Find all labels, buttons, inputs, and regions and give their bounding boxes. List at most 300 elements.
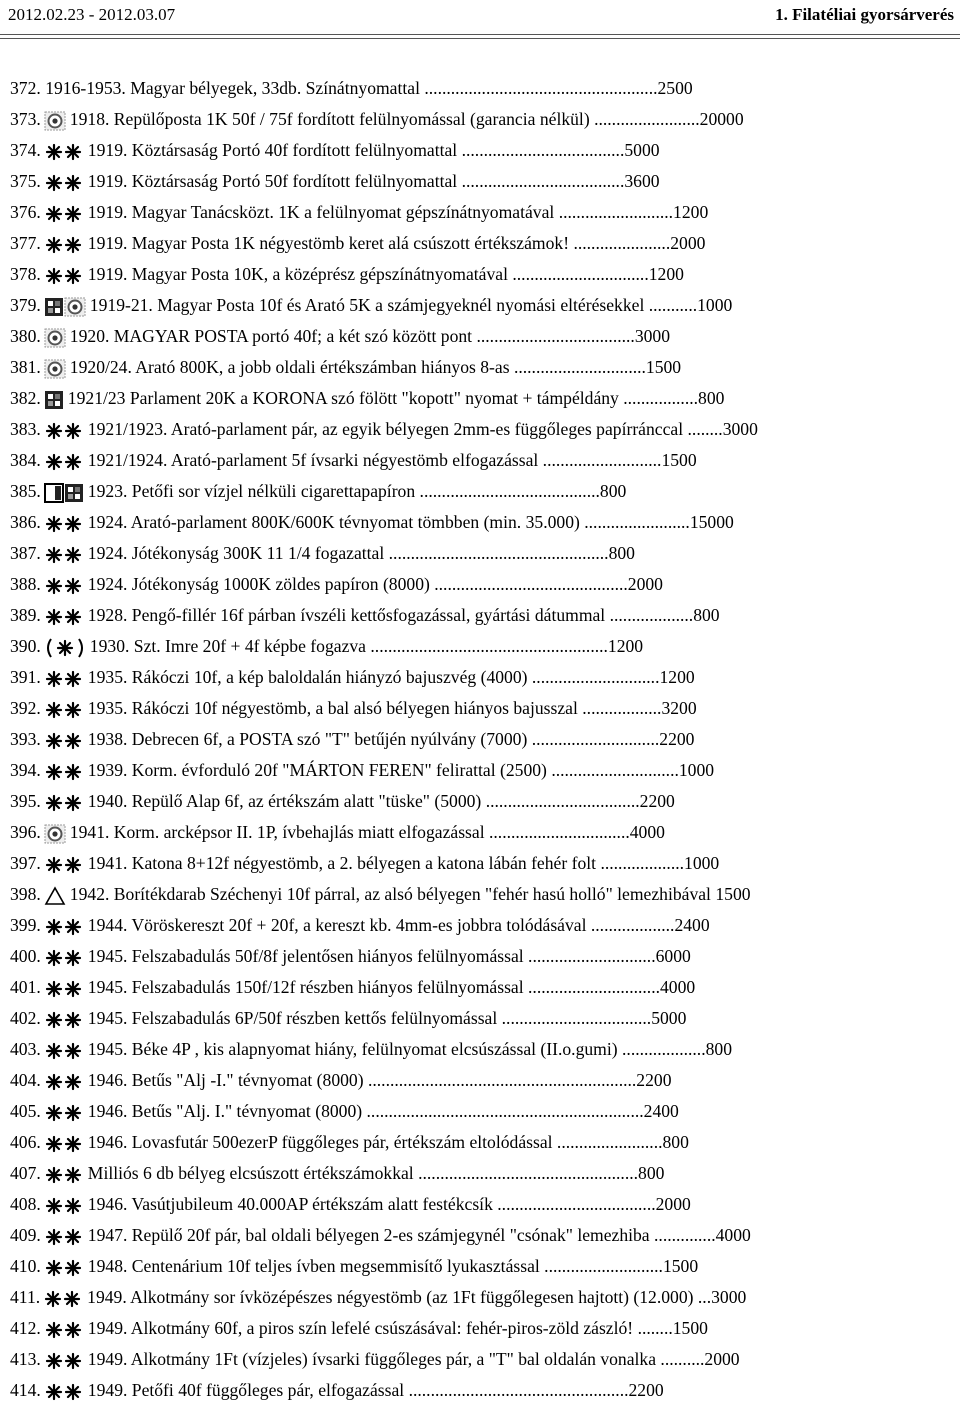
- header-divider: [0, 34, 960, 35]
- lot-row: [0, 505, 960, 536]
- starting-price: 1200: [673, 202, 709, 222]
- starting-price: 1500: [672, 1318, 708, 1338]
- condition-icons: [44, 793, 84, 813]
- leader-dots: ....................................: [497, 1194, 656, 1214]
- lot-row: [0, 1373, 960, 1404]
- lot-number: 412.: [10, 1318, 41, 1338]
- condition-icons: [44, 328, 66, 348]
- starting-price: 3200: [661, 698, 697, 718]
- lot-row: [0, 102, 960, 133]
- leader-dots: ..............................: [528, 977, 660, 997]
- condition-icons: [44, 886, 66, 906]
- lot-description: 1930. Szt. Imre 20f + 4f képbe fogazva: [89, 636, 371, 656]
- lot-number: 396.: [10, 822, 41, 842]
- condition-icons: [44, 173, 84, 193]
- double-star-icon: [44, 980, 84, 998]
- lot-row: [0, 1032, 960, 1063]
- leader-dots: ...................: [590, 915, 675, 935]
- lot-number: 374.: [10, 140, 41, 160]
- condition-icons: [44, 359, 66, 379]
- lot-number: 409.: [10, 1225, 41, 1245]
- lot-row: [0, 536, 960, 567]
- condition-icons: [44, 855, 84, 875]
- condition-icons: [44, 514, 84, 534]
- starting-price: 6000: [655, 946, 691, 966]
- lot-description: 1948. Centenárium 10f teljes ívben megsemmisítő lyukasztással: [87, 1256, 545, 1276]
- double-star-icon: [44, 794, 84, 812]
- lot-row: [0, 133, 960, 164]
- double-star-icon: [44, 577, 84, 595]
- starting-price: 2000: [704, 1349, 740, 1369]
- starting-price: 5000: [651, 1008, 687, 1028]
- condition-icons: [44, 762, 84, 782]
- condition-icons: [44, 1196, 84, 1216]
- starting-price: 800: [705, 1039, 732, 1059]
- lot-row: [0, 288, 960, 319]
- lot-number: 375.: [10, 171, 41, 191]
- condition-icons: [44, 824, 66, 844]
- lot-row: [0, 970, 960, 1001]
- leader-dots: ...................: [622, 1039, 706, 1059]
- starting-price: 3000: [722, 419, 758, 439]
- condition-icons: [44, 576, 84, 596]
- condition-icons: [44, 669, 84, 689]
- lot-description: 1919-21. Magyar Posta 10f és Arató 5K a számjegyeknél nyomási eltérésekkel: [89, 295, 649, 315]
- leader-dots: .........................................: [419, 481, 600, 501]
- leader-dots: ..................................................: [418, 1163, 639, 1183]
- lot-row: [0, 443, 960, 474]
- starting-price: 2200: [659, 729, 695, 749]
- starting-price: 20000: [699, 109, 744, 129]
- double-star-icon: [44, 1011, 84, 1029]
- double-star-icon: [44, 1104, 84, 1122]
- starting-price: 1200: [607, 636, 644, 656]
- lot-number: 386.: [10, 512, 41, 532]
- lot-row: [0, 71, 960, 102]
- double-star-icon: [44, 1321, 84, 1339]
- leader-dots: ...........: [648, 295, 698, 315]
- lot-description: 1924. Jótékonyság 1000K zöldes papíron (8000): [87, 574, 435, 594]
- double-star-icon: [44, 1383, 84, 1401]
- double-star-icon: [44, 1352, 84, 1370]
- double-star-icon: [44, 918, 84, 936]
- condition-icons: [44, 1165, 84, 1185]
- lot-row: [0, 567, 960, 598]
- double-star-icon: [44, 763, 84, 781]
- condition-icons: [44, 421, 84, 441]
- starting-price: 1200: [648, 264, 684, 284]
- leader-dots: ...: [697, 1287, 712, 1307]
- lot-description: 1946. Vasútjubileum 40.000AP értékszám alatt festékcsík: [87, 1194, 498, 1214]
- lot-number: 398.: [10, 884, 41, 904]
- lot-row: [0, 1311, 960, 1342]
- lot-description: 1941. Katona 8+12f négyestömb, a 2. bélyegen a katona lábán fehér folt: [87, 853, 601, 873]
- condition-icons: [44, 1010, 84, 1030]
- starting-price: 2400: [674, 915, 710, 935]
- page-header: [0, 0, 960, 27]
- lot-description: 1944. Vöröskereszt 20f + 20f, a kereszt kb. 4mm-es jobbra tolódásával: [87, 915, 591, 935]
- condition-icons: [44, 731, 84, 751]
- starting-price: 3000: [711, 1287, 747, 1307]
- condition-icons: [44, 948, 84, 968]
- lot-description: 1920/24. Arató 800K, a jobb oldali értékszámban hiányos 8-as: [69, 357, 514, 377]
- lot-description: 1938. Debrecen 6f, a POSTA szó "T" betűjén nyúlvány (7000): [87, 729, 532, 749]
- double-star-icon: [44, 1228, 84, 1246]
- starting-price: 1500: [662, 1256, 699, 1276]
- lot-number: 389.: [10, 605, 41, 625]
- condition-icons: [44, 1227, 84, 1247]
- lot-row: [0, 660, 960, 691]
- condition-icons: [44, 297, 86, 317]
- leader-dots: ......................: [573, 233, 671, 253]
- lot-description: 1945. Béke 4P , kis alapnyomat hiány, felülnyomat elcsúszással (II.o.gumi): [87, 1039, 623, 1059]
- lot-number: 380.: [10, 326, 41, 346]
- condition-icons: [44, 979, 84, 999]
- lot-description: Milliós 6 db bélyeg elcsúszott értékszámokkal: [87, 1163, 419, 1183]
- lot-number: 382.: [10, 388, 41, 408]
- lot-number: 401.: [10, 977, 41, 997]
- lot-row: [0, 1249, 960, 1280]
- double-star-icon: [44, 205, 84, 223]
- double-star-icon: [44, 949, 84, 967]
- lot-number: 407.: [10, 1163, 41, 1183]
- leader-dots: ........................: [594, 109, 700, 129]
- leader-dots: ...........................: [544, 1256, 663, 1276]
- lot-description: 1919. Magyar Posta 1K négyestömb keret alá csúszott értékszámok!: [87, 233, 574, 253]
- starting-price: 2000: [670, 233, 706, 253]
- section-title: 1. Filatéliai gyorsárverés: [775, 5, 954, 24]
- lot-row: [0, 939, 960, 970]
- starting-price: 2200: [628, 1380, 664, 1400]
- leader-dots: ....................................: [476, 326, 635, 346]
- lot-description: 1945. Felszabadulás 50f/8f jelentősen hiányos felülnyomással: [87, 946, 529, 966]
- leader-dots: .............................................................: [367, 1070, 637, 1090]
- leader-dots: ........................: [556, 1132, 663, 1152]
- condition-icons: [44, 1351, 84, 1371]
- condition-icons: [44, 1382, 84, 1402]
- double-star-icon: [44, 236, 84, 254]
- lot-description: 1942. Borítékdarab Széchenyi 10f párral, az alsó bélyegen "fehér hasú holló" lemezhibával: [69, 884, 716, 904]
- lot-description: 1923. Petőfi sor vízjel nélküli cigarettapapíron: [87, 481, 420, 501]
- condition-icons: [44, 1134, 84, 1154]
- condition-icons: [44, 483, 84, 503]
- double-star-icon: [44, 174, 84, 192]
- double-star-icon: [44, 1042, 84, 1060]
- double-star-icon: [44, 732, 84, 750]
- starting-price: 1500: [715, 884, 751, 904]
- lot-list: [0, 71, 960, 1404]
- leader-dots: ..................................: [501, 1008, 652, 1028]
- leader-dots: ...............................: [512, 264, 649, 284]
- lot-description: 1941. Korm. arcképsor II. 1P, ívbehajlás miatt elfogazással: [69, 822, 489, 842]
- condition-icons: [44, 545, 84, 565]
- lot-description: 1919. Magyar Posta 10K, a középrész gépszínátnyomatával: [87, 264, 513, 284]
- leader-dots: .............................: [531, 667, 660, 687]
- lot-row: [0, 877, 960, 908]
- starting-price: 800: [693, 605, 720, 625]
- lot-number: 406.: [10, 1132, 41, 1152]
- condition-icons: [44, 1258, 84, 1278]
- date-range: 2012.02.23 - 2012.03.07: [8, 5, 176, 24]
- leader-dots: ..............: [654, 1225, 716, 1245]
- starting-price: 1200: [659, 667, 695, 687]
- lot-number: 393.: [10, 729, 41, 749]
- leader-dots: ...................: [609, 605, 694, 625]
- lot-row: [0, 846, 960, 877]
- lot-number: 392.: [10, 698, 41, 718]
- double-star-icon: [44, 1135, 84, 1153]
- lot-description: 1935. Rákóczi 10f négyestömb, a bal alsó bélyegen hiányos bajusszal: [87, 698, 583, 718]
- condition-icons: [44, 1072, 84, 1092]
- lot-row: [0, 257, 960, 288]
- lot-row: [0, 1187, 960, 1218]
- lot-number: 399.: [10, 915, 41, 935]
- lot-row: [0, 1342, 960, 1373]
- lot-description: 1921/23 Parlament 20K a KORONA szó fölött "kopott" nyomat + támpéldány: [67, 388, 624, 408]
- starting-price: 3600: [624, 171, 660, 191]
- lot-number: 387.: [10, 543, 41, 563]
- lot-number: 373.: [10, 109, 41, 129]
- lot-number: 377.: [10, 233, 41, 253]
- lot-description: 1939. Korm. évforduló 20f "MÁRTON FEREN" felirattal (2500): [87, 760, 552, 780]
- lot-description: 1949. Petőfi 40f függőleges pár, elfogazással: [87, 1380, 409, 1400]
- leader-dots: ...........................: [542, 450, 662, 470]
- lot-row: [0, 1280, 960, 1311]
- lot-description: 1921/1923. Arató-parlament pár, az egyik bélyegen 2mm-es függőleges papírránccal: [87, 419, 688, 439]
- lot-row: [0, 1094, 960, 1125]
- lot-description: 1928. Pengő-fillér 16f párban ívszéli kettősfogazással, gyártási dátummal: [87, 605, 610, 625]
- lot-description: 1921/1924. Arató-parlament 5f ívsarki négyestömb elfogazással: [87, 450, 543, 470]
- lot-number: 405.: [10, 1101, 41, 1121]
- double-star-icon: [44, 515, 84, 533]
- lot-number: 381.: [10, 357, 41, 377]
- starting-price: 2000: [655, 1194, 691, 1214]
- double-star-icon: [44, 267, 84, 285]
- condition-icons: [44, 204, 84, 224]
- lot-number: 376.: [10, 202, 41, 222]
- double-star-icon: [44, 856, 84, 874]
- cover-icon: [44, 297, 64, 317]
- lot-description: 1947. Repülő 20f pár, bal oldali bélyegen 2-es számjegynél "csónak" lemezhiba: [87, 1225, 655, 1245]
- condition-icons: [44, 266, 84, 286]
- starting-price: 1500: [645, 357, 682, 377]
- lot-description: 1946. Betűs "Alj. I." tévnyomat (8000): [87, 1101, 367, 1121]
- leader-dots: ................................: [489, 822, 630, 842]
- used-stamp-icon: [64, 297, 86, 317]
- starting-price: 1000: [697, 295, 733, 315]
- leader-dots: ...................................: [485, 791, 640, 811]
- lot-number: 379.: [10, 295, 41, 315]
- leader-dots: ........: [687, 419, 723, 439]
- lot-row: [0, 908, 960, 939]
- starting-price: 2200: [636, 1070, 672, 1090]
- condition-icons: [43, 1289, 83, 1309]
- starting-price: 3000: [634, 326, 670, 346]
- leader-dots: ...................: [600, 853, 685, 873]
- lot-row: [0, 474, 960, 505]
- double-star-icon: [44, 1197, 84, 1215]
- leader-dots: .............................: [531, 729, 660, 749]
- leader-dots: ............................................: [434, 574, 628, 594]
- lot-number: 395.: [10, 791, 41, 811]
- condition-icons: [44, 638, 86, 658]
- starting-price: 4000: [629, 822, 665, 842]
- lot-description: 1920. MAGYAR POSTA portó 40f; a két szó között pont: [69, 326, 477, 346]
- lot-row: [0, 784, 960, 815]
- lot-number: 404.: [10, 1070, 41, 1090]
- lot-number: 384.: [10, 450, 41, 470]
- lot-description: 1919. Magyar Tanácsközt. 1K a felülnyomat gépszínátnyomatával: [87, 202, 559, 222]
- lot-description: 1945. Felszabadulás 150f/12f részben hiányos felülnyomással: [87, 977, 529, 997]
- starting-price: 1000: [684, 853, 720, 873]
- lot-number: 403.: [10, 1039, 41, 1059]
- used-stamp-icon: [44, 824, 66, 844]
- lot-row: [0, 629, 960, 660]
- lot-row: [0, 691, 960, 722]
- condition-icons: [44, 111, 66, 131]
- lot-number: 390.: [10, 636, 41, 656]
- used-stamp-icon: [44, 359, 66, 379]
- leader-dots: ..................................................: [408, 1380, 629, 1400]
- leader-dots: ........................: [584, 512, 690, 532]
- lot-description: 1945. Felszabadulás 6P/50f részben kettős felülnyomással: [87, 1008, 502, 1028]
- double-star-icon: [44, 608, 84, 626]
- lot-number: 414.: [10, 1380, 41, 1400]
- leader-dots: .....................................................: [424, 78, 658, 98]
- lot-number: 394.: [10, 760, 41, 780]
- leader-dots: ......................................................: [370, 636, 608, 656]
- starting-price: 15000: [689, 512, 734, 532]
- leader-dots: ...............................................................: [366, 1101, 644, 1121]
- lot-number: 413.: [10, 1349, 41, 1369]
- leader-dots: .............................: [528, 946, 656, 966]
- leader-dots: ..................................................: [388, 543, 609, 563]
- lot-row: [0, 381, 960, 412]
- double-star-icon: [44, 546, 84, 564]
- condition-icons: [44, 142, 84, 162]
- starting-price: 800: [638, 1163, 665, 1183]
- used-stamp-icon: [44, 111, 66, 131]
- lot-row: [0, 1125, 960, 1156]
- lot-row: [0, 319, 960, 350]
- starting-price: 2400: [643, 1101, 679, 1121]
- leader-dots: ..........: [660, 1349, 705, 1369]
- condition-icons: [44, 390, 64, 410]
- lot-description: 1918. Repülőposta 1K 50f / 75f fordított felülnyomással (garancia nélkül): [69, 109, 595, 129]
- starting-price: 2000: [627, 574, 663, 594]
- double-star-icon: [44, 1073, 84, 1091]
- lot-number: 410.: [10, 1256, 41, 1276]
- lot-number: 372.: [10, 78, 41, 98]
- lot-row: [0, 722, 960, 753]
- leader-dots: .................: [623, 388, 699, 408]
- lot-row: [0, 815, 960, 846]
- lot-number: 408.: [10, 1194, 41, 1214]
- starting-price: 5000: [624, 140, 660, 160]
- lot-number: 383.: [10, 419, 41, 439]
- cutout-icon: [44, 483, 64, 503]
- double-star-icon: [43, 1290, 83, 1308]
- condition-icons: [44, 1041, 84, 1061]
- lot-row: [0, 1001, 960, 1032]
- header-divider-secondary: [0, 38, 960, 39]
- lot-number: 402.: [10, 1008, 41, 1028]
- starting-price: 800: [599, 481, 627, 501]
- lot-description: 1919. Köztársaság Portó 40f fordított felülnyomattal: [87, 140, 462, 160]
- lot-number: 411.: [10, 1287, 41, 1307]
- double-star-icon: [44, 670, 84, 688]
- lot-number: 400.: [10, 946, 41, 966]
- leader-dots: .....................................: [461, 140, 625, 160]
- condition-icons: [44, 1320, 84, 1340]
- used-stamp-icon: [44, 328, 66, 348]
- lot-row: [0, 753, 960, 784]
- lot-row: [0, 350, 960, 381]
- lot-description: 1935. Rákóczi 10f, a kép baloldalán hiányzó bajuszvég (4000): [87, 667, 532, 687]
- lot-number: 388.: [10, 574, 41, 594]
- lot-row: [0, 412, 960, 443]
- double-star-icon: [44, 143, 84, 161]
- condition-icons: [44, 1103, 84, 1123]
- lot-description: 1924. Arató-parlament 800K/600K tévnyomat tömbben (min. 35.000): [87, 512, 585, 532]
- starting-price: 4000: [715, 1225, 751, 1245]
- starting-price: 800: [662, 1132, 689, 1152]
- lot-description: 1949. Alkotmány 60f, a piros szín lefelé csúszásával: fehér-piros-zöld zászló!: [87, 1318, 638, 1338]
- double-star-icon: [44, 1166, 84, 1184]
- leader-dots: ........: [637, 1318, 673, 1338]
- starting-price: 800: [608, 543, 635, 563]
- double-star-icon: [44, 422, 84, 440]
- cover-icon: [64, 483, 84, 503]
- condition-icons: [44, 235, 84, 255]
- lot-description: 1924. Jótékonyság 300K 11 1/4 fogazattal: [87, 543, 389, 563]
- lot-description: 1946. Lovasfutár 500ezerP függőleges pár, értékszám eltolódással: [87, 1132, 557, 1152]
- lot-row: [0, 598, 960, 629]
- starting-price: 1500: [661, 450, 697, 470]
- double-star-icon: [44, 701, 84, 719]
- condition-icons: [44, 452, 84, 472]
- lot-number: 397.: [10, 853, 41, 873]
- lot-row: [0, 1218, 960, 1249]
- condition-icons: [44, 917, 84, 937]
- lot-description: 1946. Betűs "Alj -I." tévnyomat (8000): [87, 1070, 368, 1090]
- condition-icons: [44, 700, 84, 720]
- lot-description: 1949. Alkotmány 1Ft (vízjeles) ívsarki függőleges pár, a "T" bal oldalán vonalka: [87, 1349, 661, 1369]
- lot-row: [0, 226, 960, 257]
- lot-number: 378.: [10, 264, 41, 284]
- starting-price: 2200: [639, 791, 675, 811]
- starting-price: 800: [698, 388, 725, 408]
- lot-description: 1919. Köztársaság Portó 50f fordított felülnyomattal: [87, 171, 462, 191]
- lot-description: 1916-1953. Magyar bélyegek, 33db. Színátnyomattal: [45, 78, 425, 98]
- lot-number: 391.: [10, 667, 41, 687]
- triangle-icon: [44, 886, 66, 906]
- condition-icons: [44, 607, 84, 627]
- hinged-star-icon: [44, 637, 86, 659]
- leader-dots: .....................................: [461, 171, 625, 191]
- lot-row: [0, 1063, 960, 1094]
- lot-row: [0, 195, 960, 226]
- lot-description: 1949. Alkotmány sor ívközépészes négyestömb (az 1Ft függőlegesen hajtott) (12.000): [87, 1287, 698, 1307]
- leader-dots: ..................: [582, 698, 662, 718]
- lot-row: [0, 1156, 960, 1187]
- lot-number: 385.: [10, 481, 41, 501]
- leader-dots: ..............................: [513, 357, 646, 377]
- double-star-icon: [44, 453, 84, 471]
- lot-description: 1940. Repülő Alap 6f, az értékszám alatt "tüske" (5000): [87, 791, 486, 811]
- starting-price: 2500: [657, 78, 693, 98]
- cover-icon: [44, 390, 64, 410]
